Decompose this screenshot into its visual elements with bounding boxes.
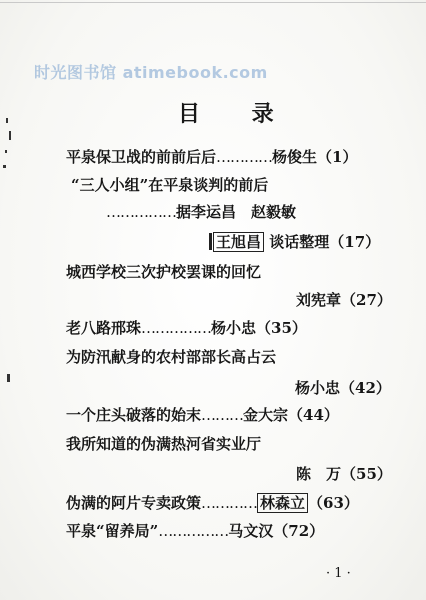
toc-entry <box>66 493 359 513</box>
toc-entry-title: 平泉保卫战的前前后后 <box>66 148 217 166</box>
toc-entry-page: （42） <box>340 379 391 397</box>
toc-entry-author: 刘宪章 <box>296 291 342 309</box>
toc-entry-author-boxed: 王旭昌 <box>213 232 264 252</box>
toc-entry-author-line <box>296 464 392 484</box>
toc-entry-page: （63） <box>308 494 359 512</box>
toc-entry-author: 赵毅敏 <box>251 203 297 221</box>
toc-entry-leader: …………… <box>141 319 212 337</box>
scan-speck <box>6 118 8 123</box>
toc-entry-title: 城西学校三次护校罢课的回忆 <box>66 263 262 281</box>
toc-entry-leader: …………… <box>158 522 229 540</box>
toc-entry-author: 陈 万 <box>296 465 342 483</box>
toc-entry-author: 马文汉 <box>228 522 274 540</box>
toc-entry-leader: ……… <box>201 406 244 424</box>
toc-entry-page: （44） <box>288 406 339 424</box>
toc-entry-leader: ………… <box>216 148 273 166</box>
toc-entry-title: 伪满的阿片专卖政策 <box>66 494 202 512</box>
scan-speck <box>7 374 10 382</box>
toc-entry-author-line <box>296 290 392 310</box>
toc-entry-title: 一个庄头破落的始末 <box>66 406 202 424</box>
toc-entry-title: “三人小组”在平泉谈判的前后 <box>71 176 269 194</box>
toc-entry-page: （55） <box>341 465 392 483</box>
scan-speck <box>5 150 7 153</box>
toc-entry-author: 杨小忠 <box>211 319 257 337</box>
toc-entry-title: 我所知道的伪满热河省实业厅 <box>66 435 262 453</box>
toc-entry <box>66 521 324 541</box>
toc-entry <box>66 318 307 338</box>
toc-entry-author-boxed: 林森立 <box>257 493 308 513</box>
toc-entry-page: （35） <box>256 319 307 337</box>
toc-entry-page: （72） <box>273 522 325 540</box>
toc-entry-author: 杨俊生 <box>272 148 318 166</box>
toc-entry-note: 谈话整理 <box>269 233 330 251</box>
toc-entry-title: 为防汛献身的农村部部长高占云 <box>66 348 277 366</box>
toc-entry-page: （1） <box>317 148 358 166</box>
watermark-text: 时光图书馆 atimebook.com <box>34 63 268 82</box>
scan-speck <box>3 165 6 168</box>
toc-entry-leader: …………… <box>106 203 176 221</box>
toc-entry-author: 据李运昌 <box>176 203 237 221</box>
toc-entry-leader: ………… <box>201 494 258 512</box>
toc-entry-page: （17） <box>329 233 381 251</box>
top-rule <box>0 2 426 3</box>
toc-entry-author: 杨小忠 <box>295 379 341 397</box>
box-rule <box>209 233 212 250</box>
toc-entry-authors <box>209 232 380 252</box>
page-number: · 1 · <box>326 566 351 581</box>
toc-entry-authors <box>106 202 296 222</box>
toc-entry <box>66 405 339 425</box>
toc-entry-author: 金大宗 <box>243 406 289 424</box>
toc-entry-title: 平泉“留养局” <box>66 522 159 540</box>
toc-entry-author-line <box>295 378 391 398</box>
toc-entry-page: （27） <box>341 291 392 309</box>
scan-speck <box>9 131 11 140</box>
toc-entry-title: 老八路邢珠 <box>66 319 142 337</box>
toc-entry <box>66 147 357 167</box>
page-title: 目 录 <box>178 101 296 127</box>
